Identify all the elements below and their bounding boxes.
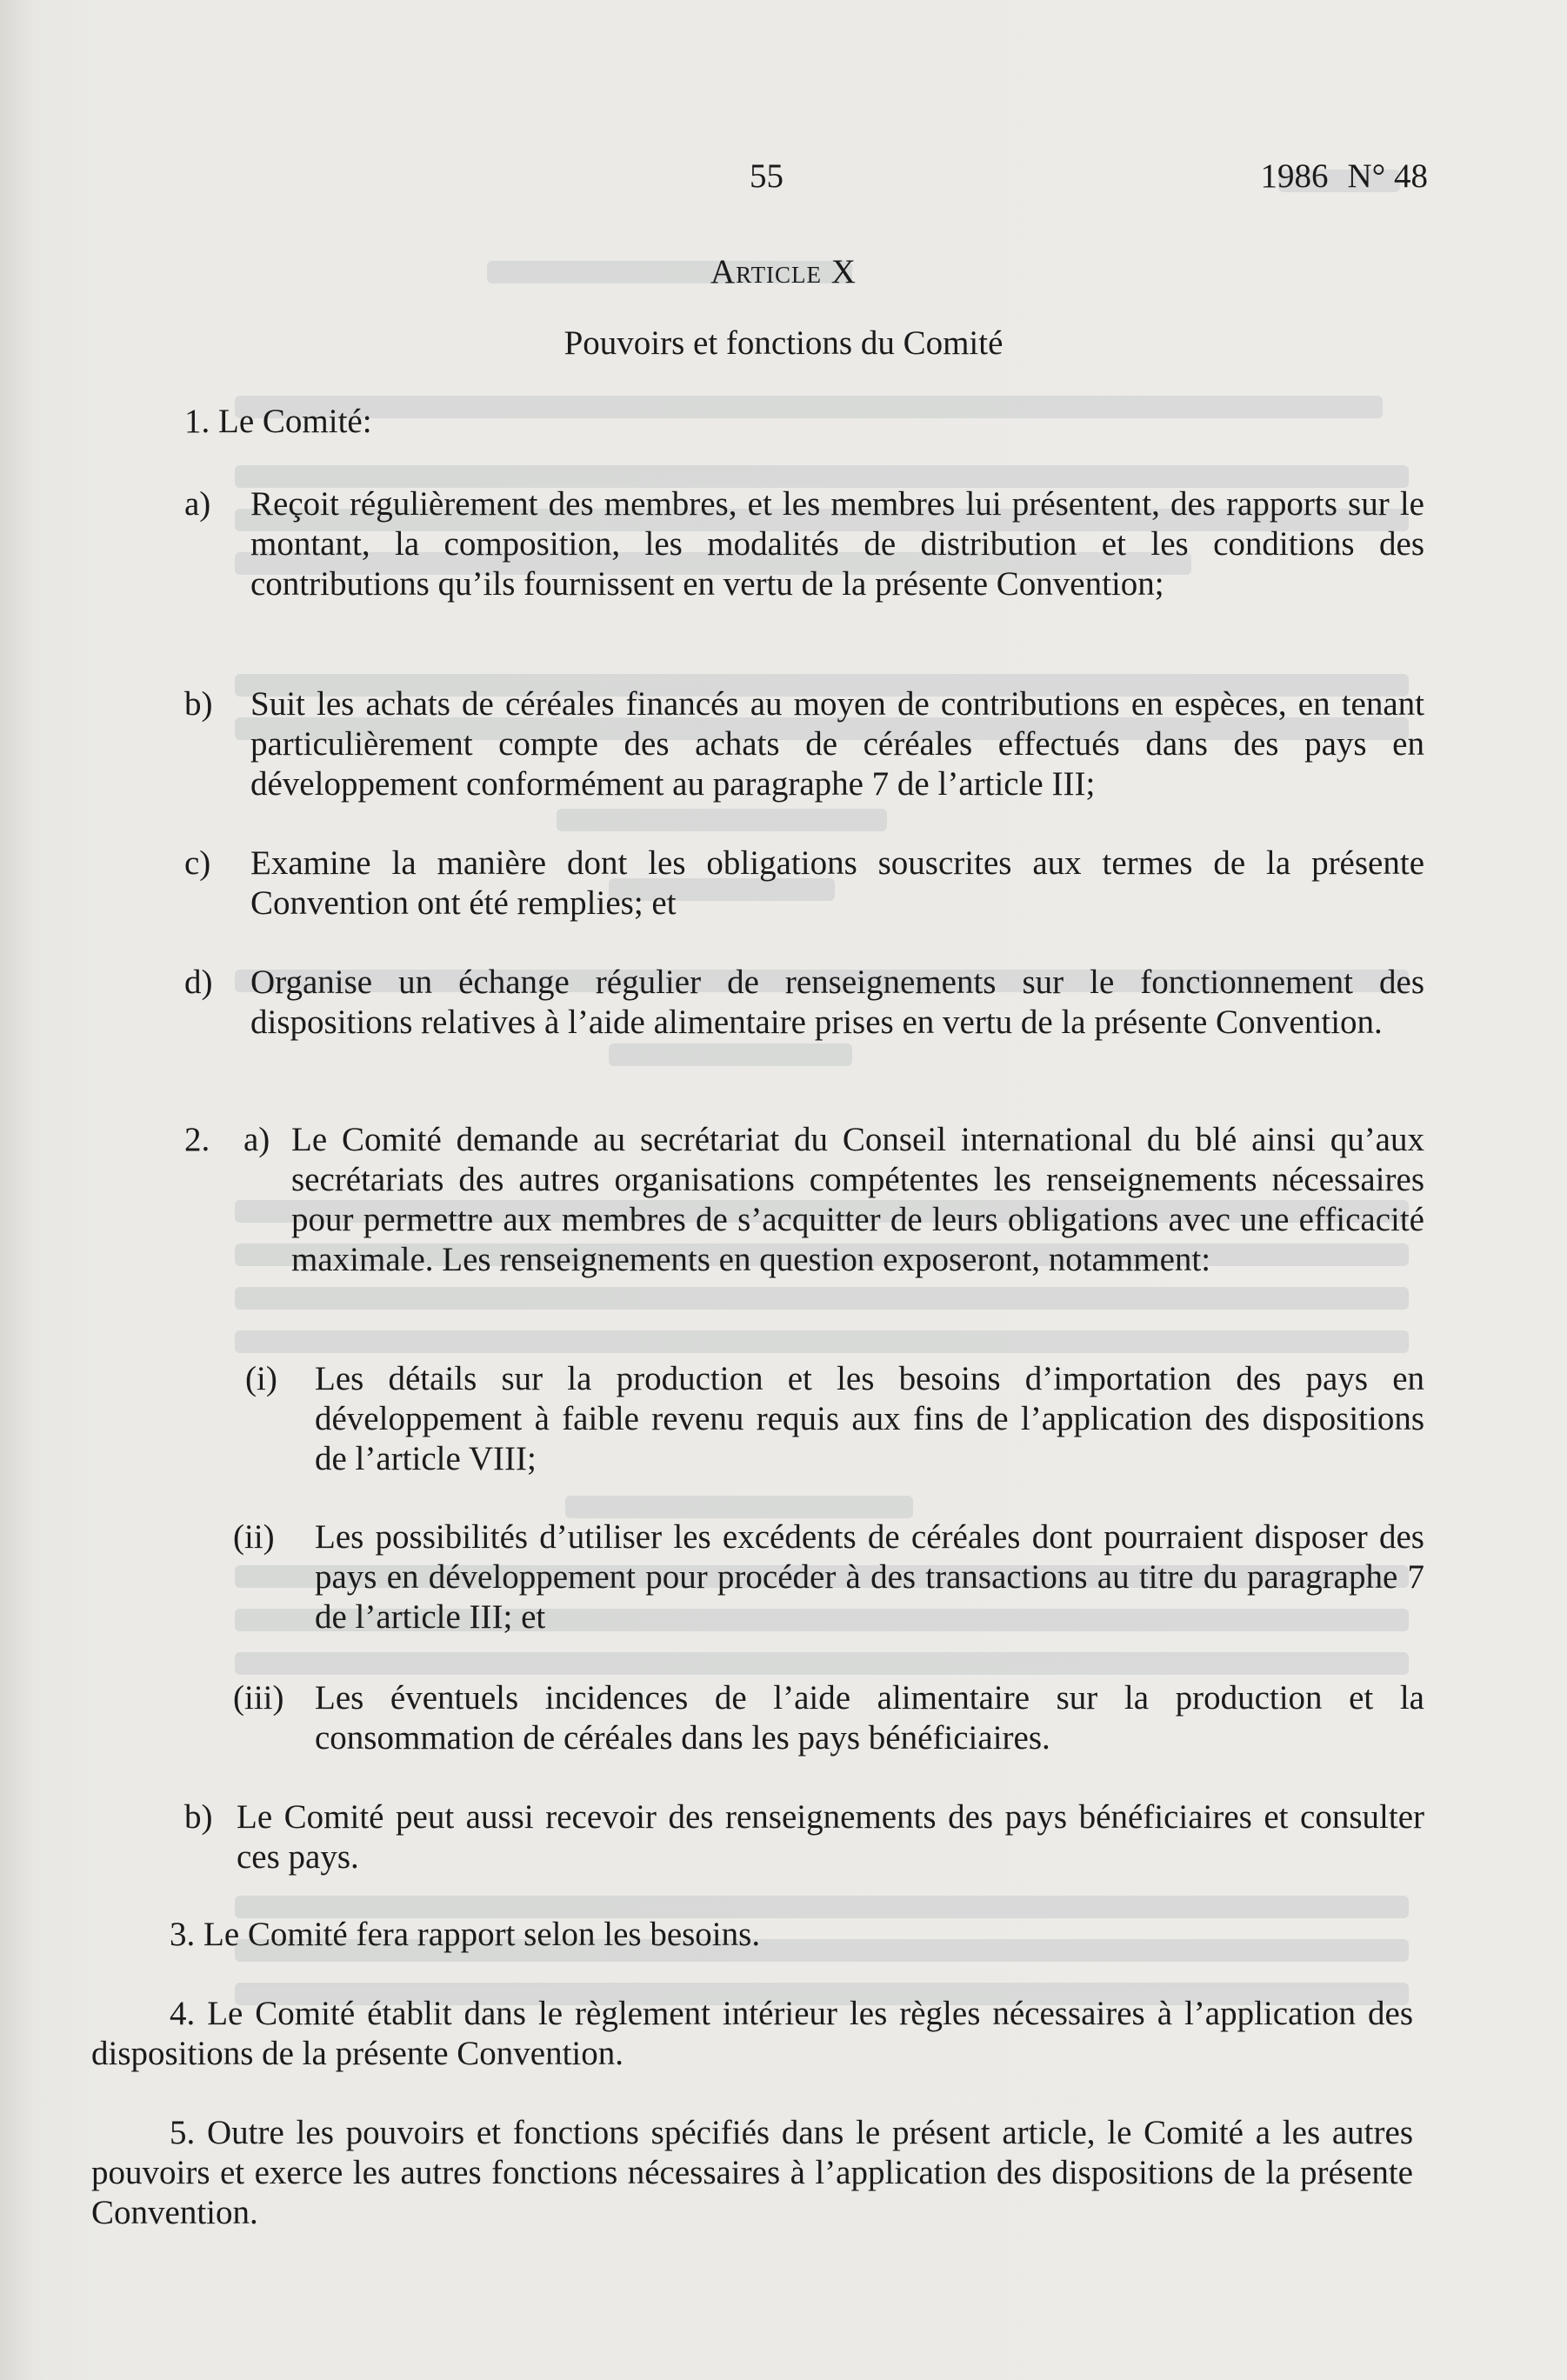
item-label: a) xyxy=(184,485,211,523)
item-label: b) xyxy=(184,685,213,723)
page-number: 55 xyxy=(750,157,784,195)
section-1-intro: 1. Le Comité: xyxy=(184,403,372,440)
section-1-item-d: Organise un échange régulier de renseignements sur le fonctionnement des dispositions relatives à l’aide alimentaire prises en vertu de la présente Convention. xyxy=(250,963,1424,1041)
article-title: Article X xyxy=(710,253,857,290)
subitem-label: (iii) xyxy=(233,1679,284,1717)
document-reference xyxy=(1241,157,1428,196)
item-label: c) xyxy=(184,844,211,882)
section-2-number: 2. xyxy=(184,1121,210,1158)
section-2-subitem-iii: Les éventuels incidences de l’aide alimentaire sur la production et la consommation de céréales dans les pays bénéficiaires. xyxy=(315,1679,1424,1757)
item-label: a) xyxy=(243,1121,270,1158)
section-2-item-a: Le Comité demande au secrétariat du Conseil international du blé ainsi qu’aux secrétariats des autres organisations compétentes les renseignements nécessaires pour permettre aux membres de s’acquitter de leurs obligations avec une efficacité maximale. Les renseignements en question exposeront, notamment: xyxy=(291,1121,1424,1278)
reference-number: N° 48 xyxy=(1347,157,1428,195)
section-5: 5. Outre les pouvoirs et fonctions spécifiés dans le présent article, le Comité a les autres pouvoirs et exerce les autres fonctions nécessaires à l’application des dispositions de la présente Convention. xyxy=(91,2114,1413,2231)
section-1-item-b: Suit les achats de céréales financés au moyen de contributions en espèces, en tenant particulièrement compte des achats de céréales effectués dans des pays en développement conformément au paragraphe 7 de l’article III; xyxy=(250,685,1424,803)
section-1-item-a: Reçoit régulièrement des membres, et les membres lui présentent, des rapports sur le montant, la composition, les modalités de distribution et les conditions des contributions qu’ils fournissent en vertu de la présente Convention; xyxy=(250,485,1424,603)
section-1-item-c: Examine la manière dont les obligations souscrites aux termes de la présente Convention ont été remplies; et xyxy=(250,844,1424,922)
section-2-subitem-ii: Les possibilités d’utiliser les excédents de céréales dont pourraient disposer des pays en développement pour procéder à des transactions au titre du paragraphe 7 de l’article III; et xyxy=(315,1518,1424,1636)
section-2-subitem-i: Les détails sur la production et les besoins d’importation des pays en développement à faible revenu requis aux fins de l’application des dispositions de l’article VIII; xyxy=(315,1360,1424,1477)
item-label: d) xyxy=(184,963,213,1001)
article-subtitle: Pouvoirs et fonctions du Comité xyxy=(563,324,1004,362)
reference-year: 1986 xyxy=(1260,157,1329,195)
subitem-label: (i) xyxy=(245,1360,277,1397)
section-4: 4. Le Comité établit dans le règlement intérieur les règles nécessaires à l’application des dispositions de la présente Convention. xyxy=(91,1995,1413,2072)
section-2-item-b: Le Comité peut aussi recevoir des renseignements des pays bénéficiaires et consulter ces pays. xyxy=(237,1798,1424,1876)
section-3: 3. Le Comité fera rapport selon les besoins. xyxy=(170,1916,761,1953)
subitem-label: (ii) xyxy=(233,1518,275,1556)
item-label: b) xyxy=(184,1798,213,1836)
